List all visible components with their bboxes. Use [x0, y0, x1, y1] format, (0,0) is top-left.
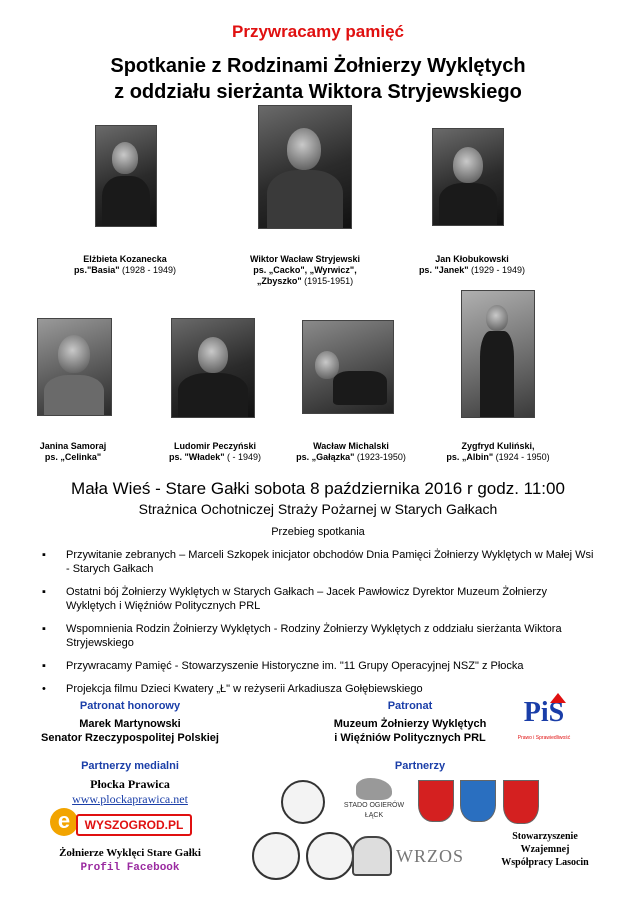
alias-samoraj: ps. „Celinka"	[44, 452, 102, 462]
media-url-link[interactable]: www.plockaprawica.net	[72, 792, 188, 806]
bullet-icon: ▪	[42, 586, 46, 598]
dates-peczynski: ( - 1949)	[224, 452, 262, 462]
alias-stryjewski-2: „Zbyszko"	[256, 276, 302, 286]
pis-logo	[514, 697, 574, 749]
alias-kulinski: ps. „Albin"	[446, 452, 494, 462]
partner-wings-icon	[352, 836, 392, 876]
name-stryjewski: Wiktor Wacław Stryjewski	[249, 254, 361, 264]
coat-of-arms-2-icon	[460, 780, 496, 822]
dates-klobukowski: (1929 - 1949)	[468, 265, 526, 275]
caption-michalski	[276, 441, 426, 463]
bullet-icon: ▪	[42, 660, 46, 672]
program-item: ▪ Przywracamy Pamięć - Stowarzyszenie Historyczne im. "11 Grupy Operacyjnej NSZ" z Płocka	[42, 660, 524, 672]
patronat-honorowy-heading: Patronat honorowy	[79, 700, 181, 712]
org-line-1: Stowarzyszenie	[512, 831, 578, 842]
dates-michalski: (1923-1950)	[354, 452, 406, 462]
museum-name-1: Muzeum Żołnierzy Wyklętych	[333, 718, 487, 730]
portrait-michalski	[302, 320, 394, 414]
alias-michalski: ps. „Gałązka"	[296, 452, 355, 462]
caption-peczynski	[140, 441, 290, 463]
media-partners-heading: Partnerzy medialni	[81, 760, 179, 772]
portrait-klobukowski	[432, 128, 504, 226]
caption-kozanecka	[40, 254, 210, 276]
org-line-3: Współpracy Lasocin	[501, 857, 589, 868]
pis-roof-icon	[550, 693, 566, 703]
media-plocka-prawica: Płocka Prawica	[90, 777, 170, 791]
alias-klobukowski: ps. "Janek"	[418, 265, 469, 275]
event-date-place: Mała Wieś - Stare Gałki sobota 8 października 2016 r godz. 11:00	[71, 479, 565, 498]
caption-samoraj	[8, 441, 138, 463]
patronat-heading: Patronat	[387, 700, 433, 712]
lack-text: ŁĄCK	[364, 812, 384, 819]
wyszogrod-text: WYSZOGROD.PL	[76, 814, 192, 836]
bullet-icon: ▪	[42, 623, 46, 635]
patron-title: Senator Rzeczypospolitej Polskiej	[41, 732, 219, 744]
fb-profile-link[interactable]: Profil Facebook	[80, 862, 180, 874]
caption-stryjewski	[220, 254, 390, 287]
caption-klobukowski	[392, 254, 552, 276]
partner-badge-icon	[252, 832, 300, 880]
dates-kulinski: (1924 - 1950)	[493, 452, 550, 462]
program-item: ▪ Ostatni bój Żołnierzy Wyklętych w Starych Gałkach – Jacek Pawłowicz Dyrektor Muzeum Żołnierzy Wyklętych i Więźniów Politycznych PRL	[42, 586, 547, 612]
partner-org	[480, 830, 610, 869]
name-kozanecka: Elżbieta Kozanecka	[83, 254, 167, 264]
kicker-heading: Przywracamy pamięć	[232, 22, 404, 41]
name-kulinski: Zygfryd Kuliński,	[461, 441, 535, 451]
name-peczynski: Ludomir Peczyński	[173, 441, 257, 451]
title-line-2: z oddziału sierżanta Wiktora Stryjewskiego	[114, 81, 522, 103]
org-line-2: Wzajemnej	[520, 844, 570, 855]
pis-logo-text: PiS	[523, 697, 565, 728]
partners-heading: Partnerzy	[394, 760, 446, 772]
bullet-icon: ▪	[42, 549, 46, 561]
alias-peczynski: ps. "Władek"	[168, 452, 225, 462]
program-item: ▪ Przywitanie zebranych – Marceli Szkopek inicjator obchodów Dnia Pamięci Żołnierzy Wyklętych w Małej Wsi - Starych Gałkach	[42, 549, 594, 575]
portrait-kulinski	[461, 290, 535, 418]
portrait-stryjewski	[258, 105, 352, 229]
title-line-1: Spotkanie z Rodzinami Żołnierzy Wyklętych	[110, 55, 526, 77]
coat-of-arms-3-icon	[503, 780, 539, 824]
name-klobukowski: Jan Kłobukowski	[435, 254, 509, 264]
program-list	[40, 548, 600, 705]
fb-title: Żołnierze Wyklęci Stare Gałki	[59, 847, 201, 859]
dates-stryjewski: (1915-1951)	[301, 276, 354, 286]
dates-kozanecka: (1928 - 1949)	[119, 265, 177, 275]
name-samoraj: Janina Samoraj	[39, 441, 107, 451]
portrait-peczynski	[171, 318, 255, 418]
wyszogrod-logo	[50, 808, 190, 838]
portrait-kozanecka	[95, 125, 157, 227]
coat-of-arms-1-icon	[418, 780, 454, 822]
e-logo-icon: e	[50, 808, 78, 836]
portrait-samoraj	[37, 318, 112, 416]
program-title: Przebieg spotkania	[271, 526, 365, 538]
stadnina-text: STADO OGIERÓW	[343, 802, 405, 809]
name-michalski: Wacław Michalski	[313, 441, 389, 451]
caption-kulinski	[418, 441, 578, 463]
museum-name-2: i Więźniów Politycznych PRL	[334, 732, 486, 744]
horse-icon	[356, 778, 392, 800]
partner-motorcycle-icon	[306, 832, 354, 880]
alias-stryjewski-1: ps. „Cacko", „Wyrwicz",	[253, 265, 357, 275]
event-venue: Strażnica Ochotniczej Straży Pożarnej w Starych Gałkach	[138, 501, 498, 517]
partner-emblem-icon	[281, 780, 325, 824]
patron-name: Marek Martynowski	[79, 718, 181, 730]
bullet-icon: •	[42, 683, 46, 695]
alias-kozanecka: ps."Basia"	[73, 265, 120, 275]
stadnina-logo	[338, 778, 410, 824]
wrzos-logo: WRZOS	[396, 846, 464, 866]
program-item: • Projekcja filmu Dzieci Kwatery „Ł" w reżyserii Arkadiusza Gołębiewskiego	[42, 683, 423, 695]
pis-tagline: Prawo i Sprawiedliwość	[517, 735, 571, 741]
program-item: ▪ Wspomnienia Rodzin Żołnierzy Wyklętych - Rodziny Żołnierzy Wyklętych z oddziału sierżanta Wiktora Stryjewskiego	[42, 623, 562, 649]
